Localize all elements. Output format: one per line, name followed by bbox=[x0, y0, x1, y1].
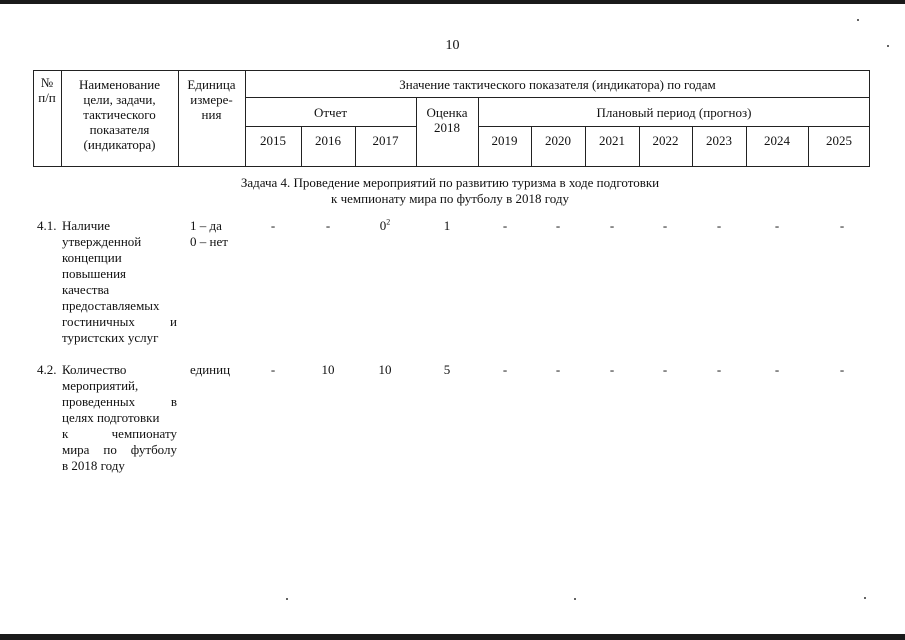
row-4-1-value-2022: - bbox=[662, 218, 668, 233]
row-4-2-value-2016: 10 bbox=[321, 362, 335, 377]
header-year-2021: 2021 bbox=[599, 133, 625, 148]
row-4-1-value-2020: - bbox=[555, 218, 561, 233]
row-4-2-value-2025: - bbox=[839, 362, 845, 377]
row-4-1-value-2024: - bbox=[774, 218, 780, 233]
scan-bottom-border bbox=[0, 634, 905, 640]
header-year-2015: 2015 bbox=[260, 133, 286, 148]
header-year-2020: 2020 bbox=[545, 133, 571, 148]
row-4-2-name: Количество мероприятий, проведенных в целях подготовки к чемпионату мира по футболу в 2018 году bbox=[62, 362, 177, 473]
header-year-2025: 2025 bbox=[826, 133, 852, 148]
row-4-1-value-2017: $0^2$ bbox=[379, 217, 391, 233]
scan-speck bbox=[857, 19, 859, 21]
page-number: 10 bbox=[445, 38, 460, 53]
row-4-2-value-2019: - bbox=[502, 362, 508, 377]
scan-speck bbox=[286, 598, 288, 600]
row-4-2-unit: единиц bbox=[190, 362, 231, 377]
row-4-1-name: Наличие утвержденной концепции повышения качества предоставляемых гостиничных и туристских услуг bbox=[62, 218, 177, 345]
row-4-2-value-2022: - bbox=[662, 362, 668, 377]
scan-speck bbox=[864, 597, 866, 599]
row-4-1-value-2025: - bbox=[839, 218, 845, 233]
row-4-2-num: 4.2. bbox=[37, 362, 57, 377]
row-4-2-value-2018: 5 bbox=[443, 362, 451, 377]
scan-top-border bbox=[0, 0, 905, 4]
header-values-title: Значение тактического показателя (индикатора) по годам bbox=[399, 77, 716, 92]
row-4-1-footnote-mark: 2 bbox=[386, 217, 391, 227]
header-plan: Плановый период (прогноз) bbox=[596, 105, 752, 120]
header-estimate: Оценка 2018 bbox=[426, 105, 468, 135]
row-4-2-value-2021: - bbox=[609, 362, 615, 377]
header-year-2024: 2024 bbox=[764, 133, 790, 148]
row-4-2-value-2020: - bbox=[555, 362, 561, 377]
header-year-2017: 2017 bbox=[372, 133, 399, 148]
row-4-1-value-2015: - bbox=[270, 218, 276, 233]
row-4-2-value-2023: - bbox=[716, 362, 722, 377]
scan-speck bbox=[574, 598, 576, 600]
row-4-1-num: 4.1. bbox=[37, 218, 57, 233]
scan-speck bbox=[887, 45, 889, 47]
row-4-1-value-2016: - bbox=[325, 218, 331, 233]
row-4-1-value-2018: 1 bbox=[443, 218, 451, 233]
row-4-1-value-2023: - bbox=[716, 218, 722, 233]
row-4-2-value-2015: - bbox=[270, 362, 276, 377]
header-report: Отчет bbox=[313, 105, 348, 120]
header-name: Наименование цели, задачи, тактического показателя (индикатора) bbox=[79, 77, 160, 152]
header-year-2022: 2022 bbox=[652, 133, 679, 148]
header-year-2023: 2023 bbox=[706, 133, 732, 148]
header-unit: Единица измере- ния bbox=[187, 77, 236, 122]
row-4-2-value-2024: - bbox=[774, 362, 780, 377]
row-4-1-value-2019: - bbox=[502, 218, 508, 233]
table-header bbox=[33, 70, 870, 167]
row-4-1-value-2021: - bbox=[609, 218, 615, 233]
row-4-1-unit: 1 – да 0 – нет bbox=[190, 218, 228, 249]
header-num: № п/п bbox=[38, 75, 56, 105]
header-year-2019: 2019 bbox=[491, 133, 518, 148]
task-heading: Задача 4. Проведение мероприятий по развитию туризма в ходе подготовки к чемпионату мира по футболу в 2018 году bbox=[240, 175, 660, 206]
row-4-2-value-2017: 10 bbox=[378, 362, 392, 377]
header-year-2016: 2016 bbox=[315, 133, 341, 148]
